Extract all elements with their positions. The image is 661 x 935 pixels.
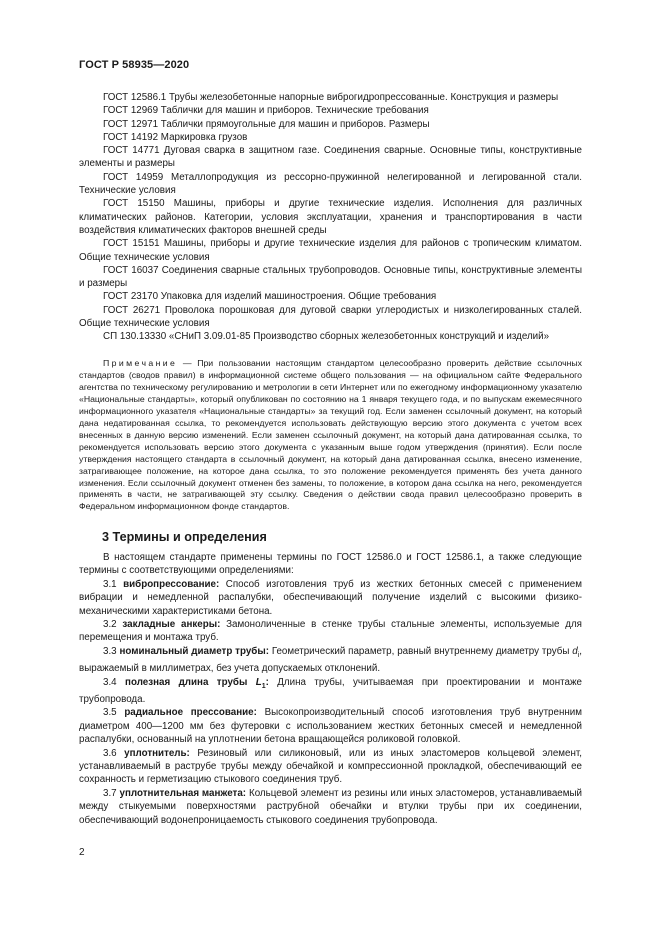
term-definition: Геометрический параметр, равный внутреннему диаметру трубы (271, 645, 573, 657)
term-name: вибропрессование: (123, 578, 220, 590)
term-3-3 (79, 645, 582, 676)
term-number: 3.4 (103, 676, 117, 688)
symbol-subscript: i (577, 651, 580, 659)
reference-item: ГОСТ 26271 Проволока порошковая для дуговой сварки углеродистых и низколегированных сталей. Общие технические условия (79, 304, 582, 330)
term-number: 3.7 (103, 787, 117, 799)
term-definition-end: , выражаемый в миллиметрах, без учета допускаемых отклонений. (79, 645, 582, 675)
reference-item: СП 130.13330 «СНиП 3.09.01-85 Производство сборных железобетонных конструкций и изделий» (103, 331, 550, 343)
term-3-1 (79, 578, 582, 618)
term-name: уплотнитель: (124, 747, 190, 759)
term-name: полезная длина трубы (125, 676, 248, 688)
document-code: ГОСТ Р 58935—2020 (79, 59, 190, 71)
reference-item: ГОСТ 15150 Машины, приборы и другие технические изделия. Исполнения для различных климатических районов. Категории, условия эксплуатации, хранения и транспортирования в части воздействия климатических факторов внешней среды (79, 198, 582, 236)
term-definition: Способ изготовления труб из жестких бетонных смесей с применением вибрации и немедленной распалубки, обеспечивающий получение изделий с высокими физико-механическими характеристиками бетона. (79, 578, 582, 617)
reference-item: ГОСТ 14192 Маркировка грузов (103, 131, 248, 143)
definitions-body (79, 551, 582, 827)
reference-item: ГОСТ 14771 Дуговая сварка в защитном газе. Соединения сварные. Основные типы, конструктивные элементы и размеры (79, 145, 582, 170)
term-definition: Длина трубы, учитываемая при проектировании и монтаже трубопровода. (79, 676, 582, 705)
section-intro: В настоящем стандарте применены термины по ГОСТ 12586.0 и ГОСТ 12586.1, а также следующие термины с соответствующими определениями: (79, 552, 582, 577)
symbol-d: d (572, 645, 578, 657)
reference-item: ГОСТ 16037 Соединения сварные стальных трубопроводов. Основные типы, конструктивные элементы и размеры (79, 264, 582, 290)
term-name: уплотнительная манжета: (119, 787, 247, 799)
reference-item: ГОСТ 12586.1 Трубы железобетонные напорные виброгидропрессованные. Конструкция и размеры (103, 92, 559, 103)
term-number: 3.6 (103, 747, 117, 759)
reference-item: ГОСТ 12969 Таблички для машин и приборов. Технические требования (103, 105, 429, 117)
term-definition: Высокопроизводительный способ изготовления труб внутренним диаметром 400—1200 мм без футеровки с использованием жестких бетонных смесей и немедленной распалубки, основанный на уплотнении бетона вращающейся роликовой головкой. (79, 707, 582, 746)
reference-item: ГОСТ 23170 Упаковка для изделий машиностроения. Общие требования (103, 291, 437, 303)
term-3-5 (79, 706, 582, 746)
term-colon: : (265, 676, 269, 688)
reference-item: ГОСТ 12971 Таблички прямоугольные для машин и приборов. Размеры (103, 118, 430, 130)
term-number: 3.3 (103, 645, 117, 657)
term-name: номинальный диаметр трубы: (119, 645, 269, 657)
term-3-6 (79, 747, 582, 787)
term-3-2 (79, 618, 582, 645)
term-number: 3.1 (103, 578, 117, 590)
term-definition: Резиновый или силиконовый, или из иных эластомеров кольцевой элемент, устанавливаемый в раструбе трубы между обечайкой и компрессионной прокладкой, обеспечивающий ее сохранность и герметизацию стыкового соединения труб. (79, 747, 582, 786)
term-number: 3.2 (103, 619, 117, 631)
term-3-7 (79, 787, 582, 827)
symbol-l: L (255, 676, 262, 688)
note-text: — При пользовании настоящим стандартом целесообразно проверить действие ссылочных стандартов (сводов правил) в информационной системе общего пользования — на официальном сайте Федерального агентства по техническому регулированию и метрологии в сети Интернет или по ежегодному информационному указателю «Национальные стандарты», который опубликован по состоянию на 1 января текущего года, и по выпускам ежемесячного информационного указателя «Национальные стандарты» за текущий год. Если заменен ссылочный документ, на который дана недатированная ссылка, то рекомендуется использовать действующую версию этого документа с учетом всех внесенных в данную версию изменений. Если заменен ссылочный документ, на который дана датированная ссылка, то рекомендуется использовать версию этого документа с указанным выше годом утверждения (принятия). Если после утверждения настоящего стандарта в ссылочный документ, на который дана датированная ссылка, внесено изменение, затрагивающее положение, на которое дана ссылка, то это положение рекомендуется применять без учета данного изменения. Если ссылочный документ отменен без замены, то положение, в котором дана ссылка на него, рекомендуется применять в части, не затрагивающей эту ссылку. Сведения о действии свода правил целесообразно проверить в Федеральном информационном фонде стандартов. (79, 358, 582, 512)
normative-references-list (79, 91, 582, 344)
term-name: радиальное прессование: (124, 707, 257, 719)
reference-item: ГОСТ 15151 Машины, приборы и другие технические изделия для районов с тропическим климатом. Общие технические условия (79, 238, 582, 263)
term-definition: Кольцевой элемент из резины или иных эластомеров, устанавливаемый между стыкуемыми поверхностями раструбной обечайки и втулки трубы при их соединении, обеспечивающий водонепроницаемость стыкового соединения трубопровода. (79, 787, 582, 826)
reference-item: ГОСТ 14959 Металлопродукция из рессорно-пружинной нелегированной и легированной стали. Технические условия (79, 171, 582, 197)
page-number: 2 (79, 847, 85, 858)
term-3-4 (79, 676, 582, 707)
section-title: 3 Термины и определения (102, 530, 267, 544)
term-name: закладные анкеры: (122, 619, 221, 631)
note-paragraph (79, 358, 582, 513)
term-definition: Замоноличенные в стенке трубы стальные элементы, используемые для перемещения и монтажа труб. (79, 619, 582, 644)
note-label: Примечание (103, 358, 178, 368)
symbol-subscript: 1 (261, 682, 266, 690)
term-number: 3.5 (103, 707, 117, 719)
